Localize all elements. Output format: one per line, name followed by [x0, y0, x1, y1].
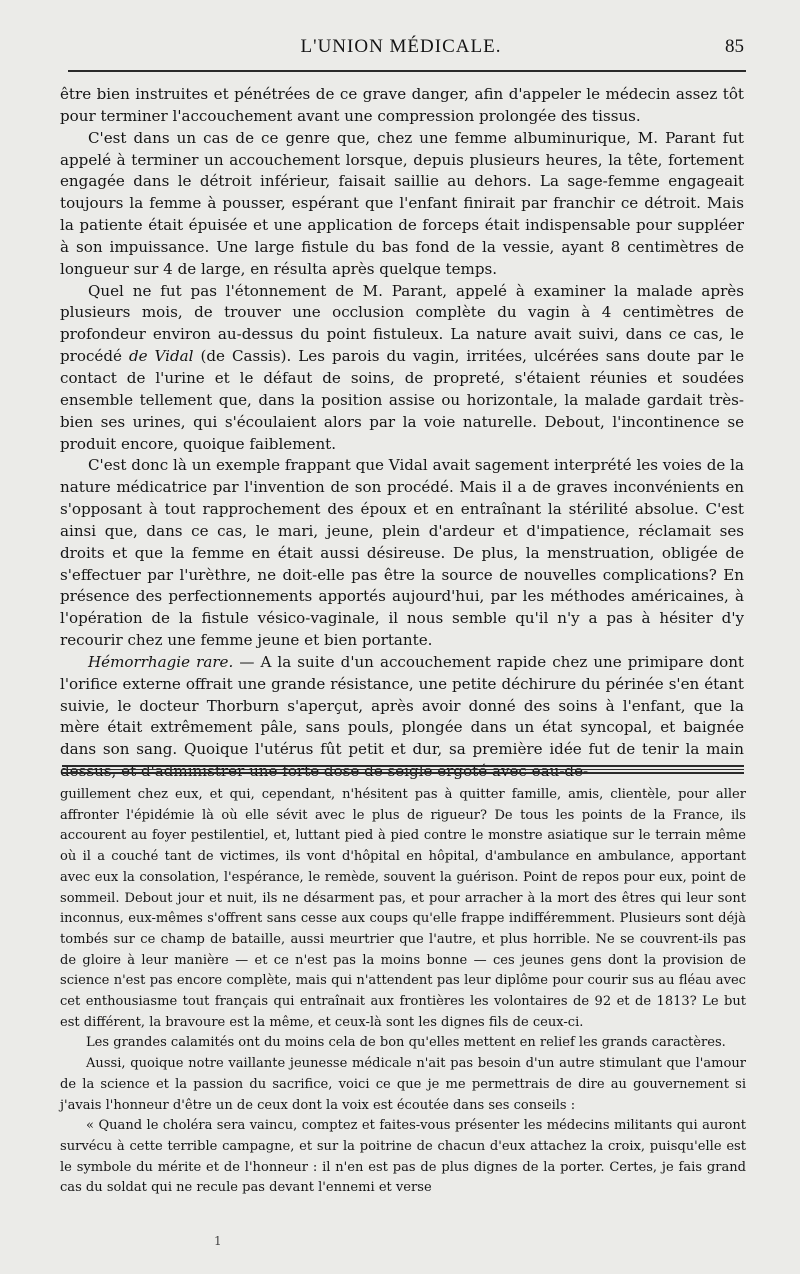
running-title: L'UNION MÉDICALE.: [300, 36, 502, 57]
footer-mark: 1: [214, 1234, 222, 1248]
note-paragraph: Aussi, quoique notre vaillante jeunesse médicale n'ait pas besoin d'un autre stimulant que l'amour de la science et la passion du sacrifice, voici ce que je me permettrais de dire au gouvernement si j'avais l'honneur d'être un de ceux dont la voix est écoutée dans ses conseils :: [60, 1056, 746, 1113]
note-paragraph: guillement chez eux, et qui, cependant, n'hésitent pas à quitter famille, amis, clientèle, pour aller affronter l'épidémie là où elle sévit avec le plus de rigueur? De tous les points de la France, ils accourent au foyer pestilentiel, et, luttant pied à pied contre le monstre asiatique sur le terrain même où il a couché tant de victimes, ils vont d'hôpital en hôpital, d'ambulance en ambulance, apportant avec eux la consolation, l'espérance, le remède, souvent la guérison. Point de repos pour eux, point de sommeil. Debout jour et nuit, ils ne désarment pas, et pour arracher à la mort des êtres qui leur sont inconnus, eux-mêmes s'offrent sans cesse aux coups qu'elle frappe indifféremment. Plusieurs sont déjà tombés sur ce champ de bataille, aussi meurtrier que l'autre, et plus horrible. Ne se couvrent-ils pas de gloire à leur manière — et ce n'est pas la moins bonne — ces jeunes gens dont la provision de science n'est pas encore complète, mais qui n'attendent pas leur diplôme pour courir sus au fléau avec cet enthousiasme tout français qui entraînait aux frontières les volontaires de 92 et de 1813? Le but est différent, la bravoure est la même, et ceux-là sont les dignes fils de ceux-ci.: [60, 787, 746, 1030]
note-paragraph: Les grandes calamités ont du moins cela de bon qu'elles mettent en relief les grands caractères.: [86, 1035, 726, 1051]
paragraph: C'est donc là un exemple frappant que Vidal avait sagement interprété les voies de la nature médicatrice par l'invention de son procédé. Mais il a de graves inconvénients en s'opposant à tout rapprochement des époux et en entraînant la stérilité absolue. C'est ainsi que, dans ce cas, le mari, jeune, plein d'ardeur et d'impatience, réclamait ses droits et que la femme en était aussi désireuse. De plus, la menstruation, obligée de s'effectuer par l'urèthre, ne doit-elle pas être la source de nouvelles complications? En présence des perfectionnements apportés aujourd'hui, par les méthodes américaines, à l'opération de la fistule vésico-vaginale, il nous semble qu'il n'y a pas à hésiter d'y recourir chez une femme jeune et bien portante.: [60, 456, 744, 650]
separator-line: [62, 765, 744, 767]
paragraph: C'est dans un cas de ce genre que, chez une femme albuminurique, M. Parant fut appelé à terminer un accouchement lorsque, depuis plusieurs heures, la tête, fortement engagée dans le détroit inférieur, faisait saillie au dehors. La sage-femme engageait toujours la femme à pousser, espérant que l'enfant finirait par franchir ce détroit. Mais la patiente était épuisée et une application de forceps était indispensable pour suppléer à son impuissance. Une large fistule du bas fond de la vessie, ayant 8 centimètres de longueur sur 4 de large, en résulta après quelque temps.: [60, 128, 744, 278]
paragraph: être bien instruites et pénétrées de ce grave danger, afin d'appeler le médecin assez tôt pour terminer l'accouchement avant une compression prolongée des tissus.: [60, 85, 744, 125]
page-header: [58, 36, 744, 66]
header-rule: [68, 70, 746, 72]
section-heading: Hémorrhagie rare.: [88, 652, 234, 671]
separator-line: [62, 769, 744, 770]
note-paragraph: « Quand le choléra sera vaincu, comptez et faites-vous présenter les médecins militants qui auront survécu à cette terrible campagne, et sur la poitrine de chacun d'eux attachez la croix, puisqu'elle est le symbole du mérite et de l'honneur : il n'en est pas de plus dignes de la porter. Certes, je fais grand cas du soldat qui ne recule pas devant l'ennemi et verse: [60, 1118, 746, 1196]
feuilleton-text: [60, 785, 746, 1199]
page-number: 85: [725, 36, 744, 57]
paragraph-text: — A la suite d'un accouchement rapide chez une primipare dont l'orifice externe offrait une grande résistance, une petite déchirure du périnée s'en étant suivie, le docteur Thorburn s'aperçut, après avoir donné des soins à l'enfant, que la mère était extrêmement pâle, sans pouls, plongée dans un état syncopal, et baignée dans son sang. Quoique l'utérus fût petit et dur, sa première idée fut de tenir la main dessus, et d'administrer une forte dose de seigle ergoté avec eau-de-: [60, 652, 744, 781]
paragraph: [60, 652, 744, 783]
paragraph-text: Quel ne fut pas l'étonnement de M. Parant, appelé à examiner la malade après plusieurs mois, de trouver une occlusion complète du vagin à 4 centimètres de profondeur environ au-dessus du point fistuleux. La nature avait suivi, dans ce cas, le procédé: [60, 281, 744, 366]
paragraph: [60, 281, 744, 456]
main-text: [60, 84, 744, 783]
separator-line: [62, 772, 744, 774]
feuilleton-separator: [62, 765, 744, 774]
italic-text: de Vidal: [128, 347, 194, 366]
paragraph-text: (de Cassis). Les parois du vagin, irritées, ulcérées sans doute par le contact de l'urine et le défaut de soins, de propreté, s'étaient réunies et soudées ensemble tellement que, dans la position assise ou horizontale, la malade gardait très-bien ses urines, qui s'écoulaient alors par la voie naturelle. Debout, l'incontinence se produit encore, quoique faiblement.: [60, 347, 745, 453]
